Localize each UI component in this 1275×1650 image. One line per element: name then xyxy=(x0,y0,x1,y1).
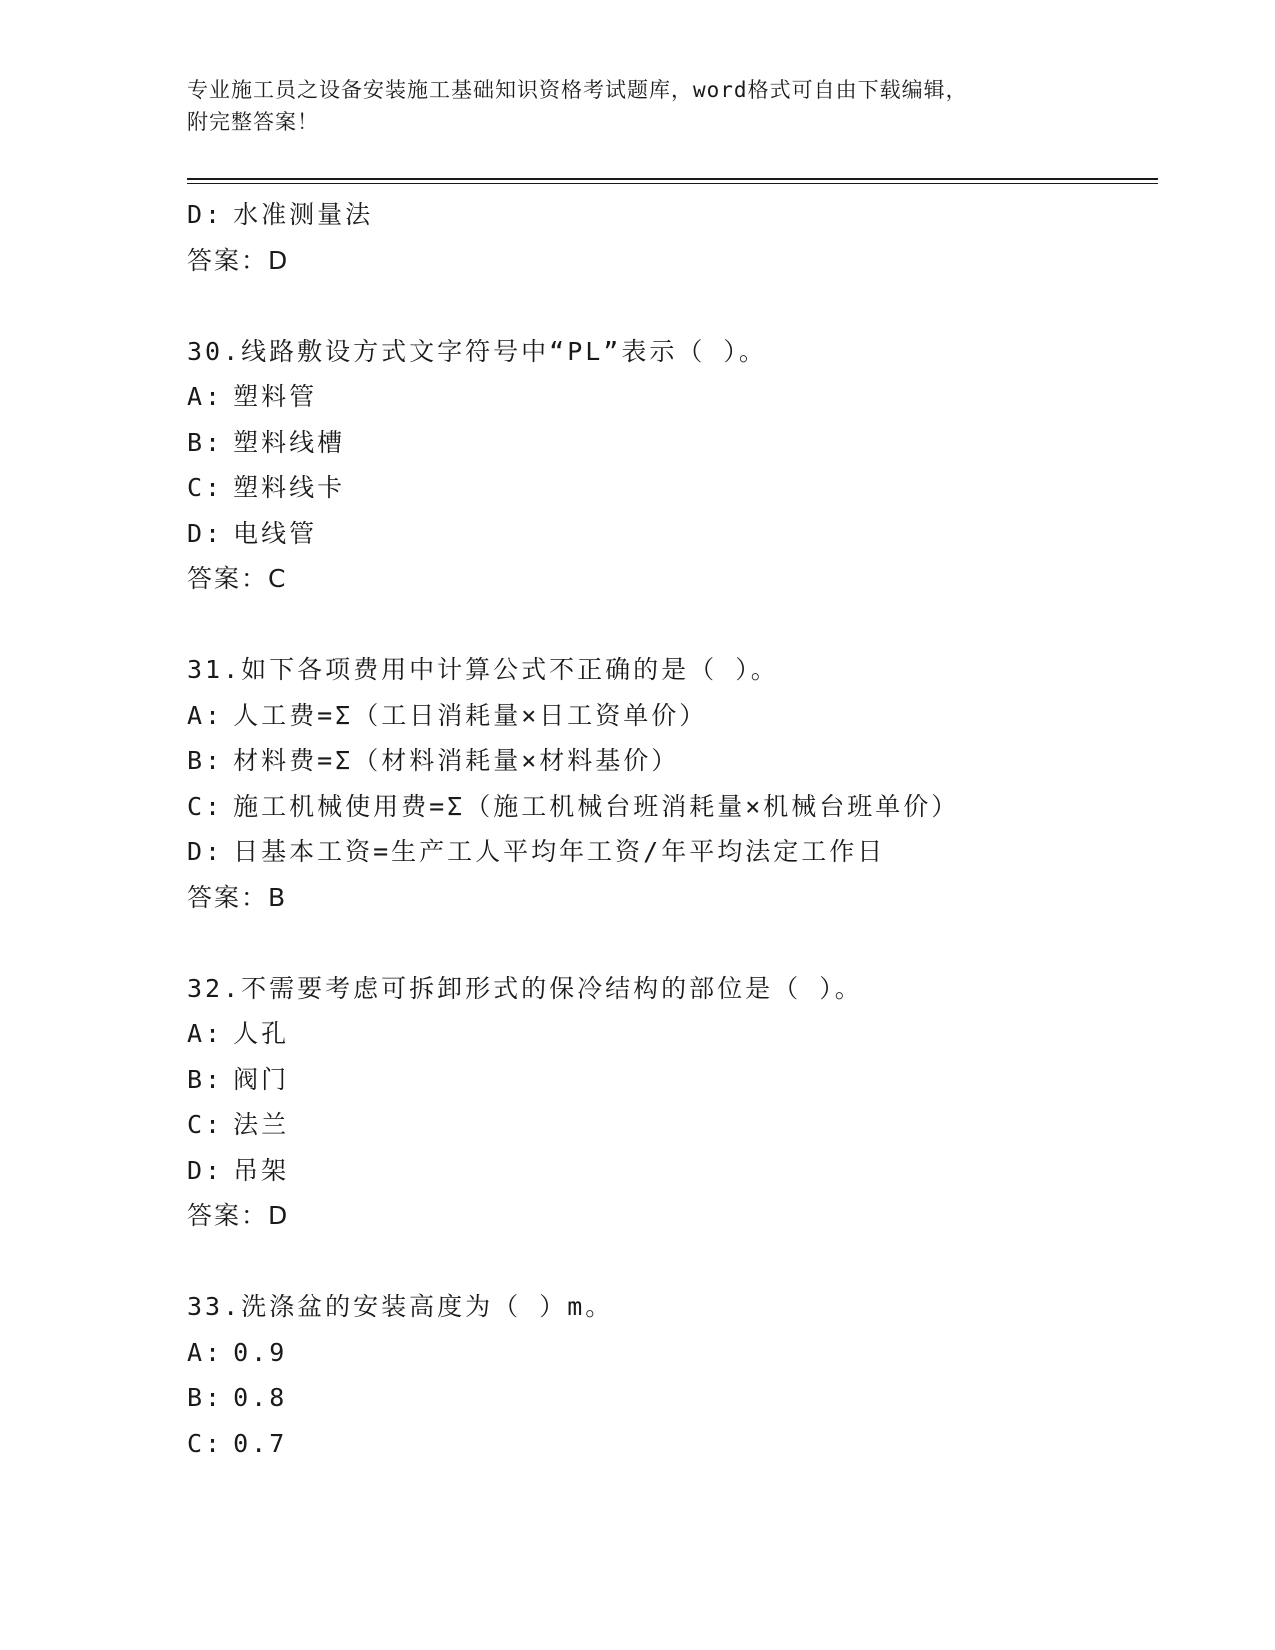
option-text: 阀门 xyxy=(233,1064,290,1094)
question-spacer xyxy=(187,920,1167,966)
question-33-option-a xyxy=(187,1330,1167,1376)
option-text: 0.7 xyxy=(233,1428,288,1458)
option-text: 塑料管 xyxy=(233,382,318,411)
option-text: 吊架 xyxy=(233,1155,290,1185)
option-text: 电线管 xyxy=(233,518,318,548)
question-list xyxy=(187,192,1167,1466)
question-31-option-b xyxy=(187,738,1167,784)
question-spacer xyxy=(187,602,1167,648)
option-text: 水准测量法 xyxy=(233,200,374,229)
question-30-option-b xyxy=(187,420,1167,466)
option-label: B: xyxy=(187,427,224,457)
option-label: C: xyxy=(187,1110,224,1139)
question-31-option-c xyxy=(187,784,1167,830)
question-33-option-b xyxy=(187,1375,1167,1421)
question-33-stem: 33.洗涤盆的安装高度为（ ）m。 xyxy=(187,1292,614,1321)
header-divider-thin xyxy=(187,183,1158,184)
option-text: 施工机械使用费=Σ（施工机械台班消耗量×机械台班单价） xyxy=(233,791,960,821)
option-text: 0.9 xyxy=(233,1337,288,1367)
option-label: B: xyxy=(187,746,224,775)
option-label: A: xyxy=(187,382,224,411)
question-30-stem: 30.线路敷设方式文字符号中“PL”表示（ ）。 xyxy=(187,336,767,366)
question-spacer xyxy=(187,1239,1167,1285)
option-label: A: xyxy=(187,700,224,730)
option-text: 塑料线卡 xyxy=(233,473,346,502)
question-32-option-d xyxy=(187,1148,1167,1194)
question-32-option-c xyxy=(187,1102,1167,1148)
document-header xyxy=(187,74,1087,138)
option-text: 塑料线槽 xyxy=(233,427,346,457)
question-30-option-c xyxy=(187,465,1167,511)
question-32-stem: 32.不需要考虑可拆卸形式的保冷结构的部位是（ ）。 xyxy=(187,973,863,1003)
question-31-answer: 答案：B xyxy=(187,882,288,912)
question-30-answer: 答案：C xyxy=(187,564,288,593)
option-label: B: xyxy=(187,1064,224,1094)
option-text: 人孔 xyxy=(233,1019,290,1048)
option-label: D: xyxy=(187,1155,224,1185)
question-32-answer: 答案：D xyxy=(187,1201,290,1230)
option-text: 日基本工资=生产工人平均年工资/年平均法定工作日 xyxy=(233,837,886,866)
option-text: 0.8 xyxy=(233,1383,288,1412)
header-title-line-1: 专业施工员之设备安装施工基础知识资格考试题库，word格式可自由下载编辑， xyxy=(187,78,968,102)
question-33-option-c xyxy=(187,1421,1167,1467)
option-label: A: xyxy=(187,1337,224,1367)
option-label: C: xyxy=(187,473,224,502)
option-label: C: xyxy=(187,791,224,821)
question-spacer xyxy=(187,283,1167,329)
option-label: D: xyxy=(187,200,224,229)
option-label: A: xyxy=(187,1019,224,1048)
question-31-option-a xyxy=(187,693,1167,739)
question-31-option-d xyxy=(187,829,1167,875)
question-31-stem: 31.如下各项费用中计算公式不正确的是（ ）。 xyxy=(187,655,779,684)
question-32-option-b xyxy=(187,1057,1167,1103)
question-30-option-a xyxy=(187,374,1167,420)
option-text: 法兰 xyxy=(233,1110,290,1139)
option-text: 材料费=Σ（材料消耗量×材料基价） xyxy=(233,746,680,775)
answer-carryover: 答案：D xyxy=(187,245,290,275)
option-label: B: xyxy=(187,1383,224,1412)
option-text: 人工费=Σ（工日消耗量×日工资单价） xyxy=(233,700,708,730)
option-label: C: xyxy=(187,1428,224,1458)
option-d-carryover xyxy=(187,192,1167,238)
question-32-option-a xyxy=(187,1011,1167,1057)
header-divider-thick xyxy=(187,178,1158,180)
question-30-option-d xyxy=(187,511,1167,557)
header-title-line-2: 附完整答案！ xyxy=(187,110,319,134)
option-label: D: xyxy=(187,837,224,866)
option-label: D: xyxy=(187,518,224,548)
